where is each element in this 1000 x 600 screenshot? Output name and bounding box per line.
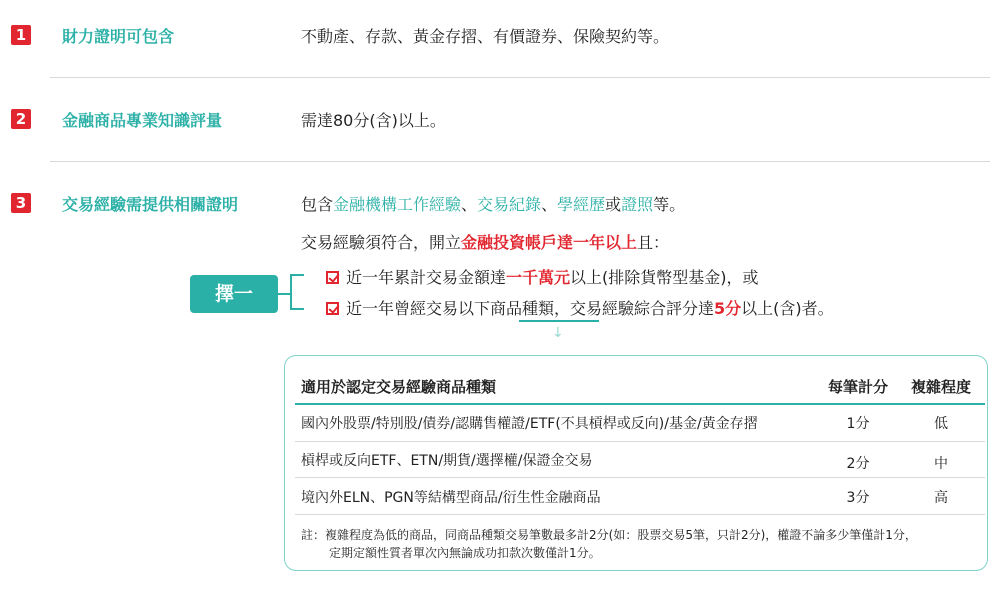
divider <box>50 77 990 78</box>
product-type-cell: 境內外ELN、PGN等結構型商品/衍生性金融商品 <box>301 490 601 506</box>
checkbox-checked-icon <box>326 271 339 284</box>
header-divider <box>295 403 985 405</box>
down-arrow-icon: ↓ <box>552 325 564 341</box>
item-description-line-1 <box>301 192 685 215</box>
table-note <box>301 526 917 562</box>
complexity-cell: 中 <box>934 456 948 472</box>
text-segment: 以上(含)者。 <box>741 299 834 318</box>
bracket <box>290 274 304 310</box>
item-description: 不動產、存款、黃金存摺、有價證券、保險契約等。 <box>301 27 670 46</box>
option-2 <box>326 296 834 319</box>
text-segment: 以上(排除貨幣型基金)，或 <box>570 268 759 287</box>
choose-one-label: 擇一 <box>190 275 278 313</box>
checkbox-checked-icon <box>326 302 339 315</box>
text-segment: 或 <box>605 195 622 214</box>
highlight-education: 學經歷 <box>557 195 606 214</box>
product-type-cell: 槓桿或反向ETF、ETN/期貨/選擇權/保證金交易 <box>301 453 593 469</box>
item-number-badge: 1 <box>11 25 31 45</box>
product-type-cell: 國內外股票/特別股/債券/認購售權證/ETF(不具槓桿或反向)/基金/黃金存摺 <box>301 416 758 432</box>
highlight-license: 證照 <box>621 195 654 214</box>
row-divider <box>295 477 985 478</box>
text-segment: 、 <box>541 195 558 214</box>
option-1 <box>326 265 759 288</box>
product-score-table <box>284 355 988 571</box>
header-score: 每筆計分 <box>828 378 889 396</box>
score-cell: 1分 <box>846 416 870 432</box>
score-cell: 3分 <box>846 490 870 506</box>
bracket-connector <box>278 293 290 295</box>
item-category-title: 交易經驗需提供相關證明 <box>62 195 239 214</box>
row-divider <box>295 441 985 442</box>
complexity-cell: 高 <box>934 490 948 506</box>
item-number-badge: 2 <box>11 109 31 129</box>
table-pointer-line <box>519 320 599 322</box>
text-segment: 交易經驗須符合，開立 <box>301 233 462 252</box>
note-line-1: 註：複雜程度為低的商品，同商品種類交易筆數最多計2分(如：股票交易5筆，只計2分)，權證不論多少筆僅計1分， <box>301 528 917 542</box>
score-cell: 2分 <box>846 456 870 472</box>
item-category-title: 財力證明可包含 <box>62 27 175 46</box>
text-segment: 近一年累計交易金額達 <box>346 268 507 287</box>
header-complexity: 複雜程度 <box>910 378 971 396</box>
item-number-badge: 3 <box>11 193 31 213</box>
text-segment: 、 <box>461 195 478 214</box>
highlight-trade-records: 交易紀錄 <box>477 195 542 214</box>
highlight-account-age: 金融投資帳戶達一年以上 <box>461 233 638 252</box>
complexity-cell: 低 <box>934 416 948 432</box>
text-segment: 近一年曾經交易以下商品種類，交易經驗綜合評分達 <box>346 299 715 318</box>
note-line-2: 定期定額性質者單次內無論成功扣款次數僅計1分。 <box>329 546 601 560</box>
divider <box>50 161 990 162</box>
item-category-title: 金融商品專業知識評量 <box>62 111 223 130</box>
text-segment: 且： <box>637 233 670 252</box>
text-segment: 等。 <box>653 195 686 214</box>
text-segment: 包含 <box>301 195 334 214</box>
highlight-work-experience: 金融機構工作經驗 <box>333 195 462 214</box>
row-divider <box>295 514 985 515</box>
highlight-score: 5分 <box>714 299 742 318</box>
header-product-type: 適用於認定交易經驗商品種類 <box>301 378 497 396</box>
item-description: 需達80分(含)以上。 <box>301 111 446 130</box>
item-description-line-2 <box>301 230 669 253</box>
highlight-amount: 一千萬元 <box>506 268 571 287</box>
